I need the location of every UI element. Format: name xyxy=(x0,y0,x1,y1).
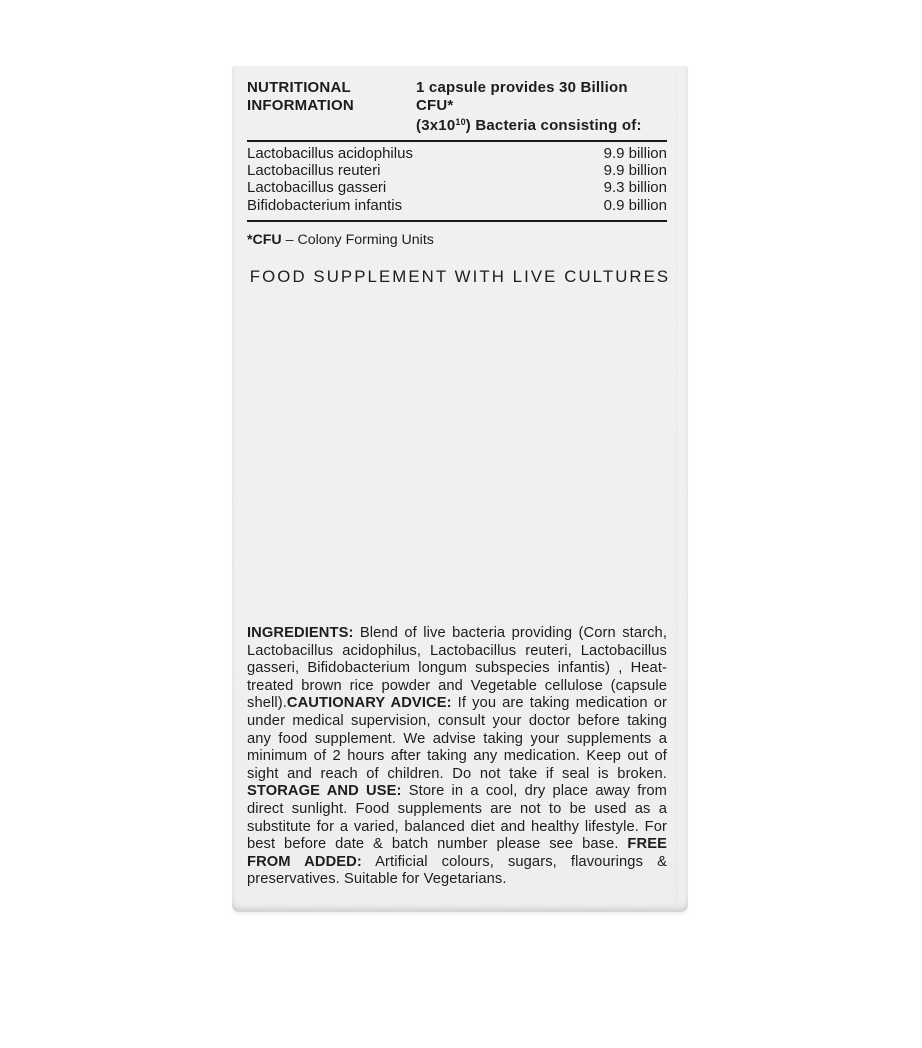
ingredients-heading: INGREDIENTS: xyxy=(247,625,354,641)
storage-and-use-heading: STORAGE AND USE: xyxy=(247,783,402,800)
bacteria-name: Bifidobacterium infantis xyxy=(247,196,403,214)
supplement-box-back-panel xyxy=(232,65,688,912)
storage-and-use-body: Store in a cool, dry place away from direct sunlight. Food supplements are not to be used as a substitute for a varied, balanced diet and healthy lifestyle. For best before date & batch number please see base. xyxy=(247,783,667,853)
ingredients-and-advice-text xyxy=(247,625,667,889)
cautionary-advice-heading: CAUTIONARY ADVICE: xyxy=(286,695,452,712)
cfu-footnote xyxy=(247,232,667,249)
bacteria-name: Lactobacillus acidophilus xyxy=(247,144,413,162)
table-row xyxy=(247,197,667,214)
food-supplement-headline: FOOD SUPPLEMENT WITH LIVE CULTURES xyxy=(249,267,671,286)
provides-line2-pre: (3x10 xyxy=(416,117,456,134)
free-from-added-heading: FREE FROM ADDED: xyxy=(247,836,667,870)
bacteria-amount: 9.3 billion xyxy=(603,179,667,197)
bacteria-amount: 9.9 billion xyxy=(603,161,667,179)
bacteria-amount: 0.9 billion xyxy=(603,196,667,214)
nutrition-title-line2: INFORMATION xyxy=(247,96,354,114)
cfu-footnote-term: *CFU xyxy=(247,232,282,249)
nutrition-panel xyxy=(247,79,667,249)
bacteria-name: Lactobacillus gasseri xyxy=(247,179,387,197)
nutrition-provides-line2 xyxy=(416,114,667,135)
table-row xyxy=(247,162,667,179)
provides-exponent: 10 xyxy=(455,117,466,127)
bacteria-name: Lactobacillus reuteri xyxy=(247,161,381,179)
nutrition-rows xyxy=(247,142,667,219)
ingredients-body: Blend of live bacteria providing (Corn starch, Lactobacillus acidophilus, Lactobacillus reuteri, Lactobacillus gasseri, Bifidobacterium longum subspecies infantis) , Heat-treated brown rice powder and Vegetable cellulose (capsule shell). xyxy=(247,625,667,712)
bacteria-amount: 9.9 billion xyxy=(603,144,667,162)
divider-rule-bottom xyxy=(247,220,667,222)
nutrition-title-line1: NUTRITIONAL xyxy=(247,79,351,96)
table-row xyxy=(247,145,667,162)
cautionary-advice-body: If you are taking medication or under medical supervision, consult your doctor before taking any food supplement. We advise taking your supplements a minimum of 2 hours after taking any medication. Keep out of sight and reach of children. Do not take if seal is broken. xyxy=(247,695,667,782)
free-from-added-body: Artificial colours, sugars, flavourings & preservatives. Suitable for Vegetarians. xyxy=(247,853,667,888)
table-row xyxy=(247,179,667,196)
cfu-footnote-definition: – Colony Forming Units xyxy=(281,232,434,249)
nutrition-title xyxy=(247,79,416,135)
nutrition-header xyxy=(247,79,667,135)
provides-line2-post: ) Bacteria consisting of: xyxy=(465,117,642,134)
nutrition-provides-line1: 1 capsule provides 30 Billion CFU* xyxy=(416,79,628,114)
nutrition-provides xyxy=(416,79,667,135)
